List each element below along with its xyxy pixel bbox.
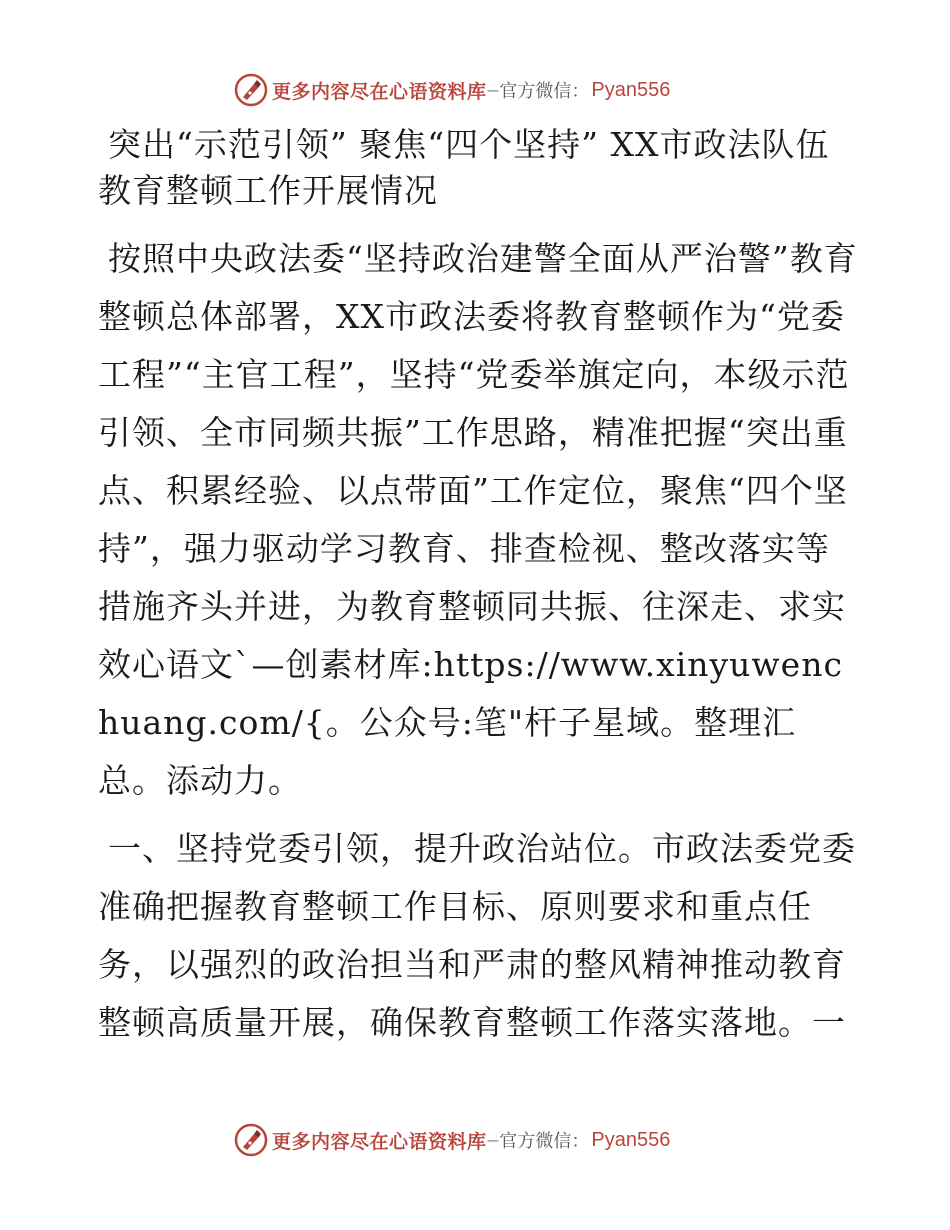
watermark-dash: — [487, 79, 499, 101]
header-watermark [234, 72, 670, 108]
document-body [98, 122, 858, 1062]
pen-nib-logo-icon [234, 73, 268, 107]
paragraph-section-one: 一、坚持党委引领，提升政治站位。市政法委党委准确把握教育整顿工作目标、原则要求和重点任务，以强烈的政治担当和严肃的整风精神推动教育整顿高质量开展，确保教育整顿工作落实落地。一 [98, 829, 856, 1042]
pen-nib-logo-icon [234, 1123, 268, 1157]
watermark-site-name: 更多内容尽在心语资料库 [272, 80, 487, 103]
watermark-label: 官方微信： [499, 1131, 590, 1152]
watermark-dash: — [487, 1129, 499, 1151]
watermark-wechat-id: Pyan556 [591, 78, 671, 101]
paragraph-intro: 按照中央政法委“坚持政治建警全面从严治警”教育整顿总体部署，XX市政法委将教育整顿作为“党委工程”“主官工程”，坚持“党委举旗定向，本级示范引领、全市同频共振”工作思路，精准把握“突出重点、积累经验、以点带面”工作定位，聚焦“四个坚持”，强力驱动学习教育、排查检视、整改落实等措施齐头并进，为教育整顿同共振、往深走、求实效心语文`—创素材库:https://www.xinyuwenchuang.com/{。公众号:笔"杆子星域。整理汇总。添动力。 [98, 239, 858, 800]
watermark-wechat-id: Pyan556 [591, 1128, 671, 1151]
footer-watermark [234, 1122, 670, 1158]
document-title: 突出“示范引领” 聚焦“四个坚持” XX市政法队伍教育整顿工作开展情况 [98, 125, 830, 210]
watermark-label: 官方微信： [499, 81, 590, 102]
watermark-site-name: 更多内容尽在心语资料库 [272, 1130, 487, 1153]
